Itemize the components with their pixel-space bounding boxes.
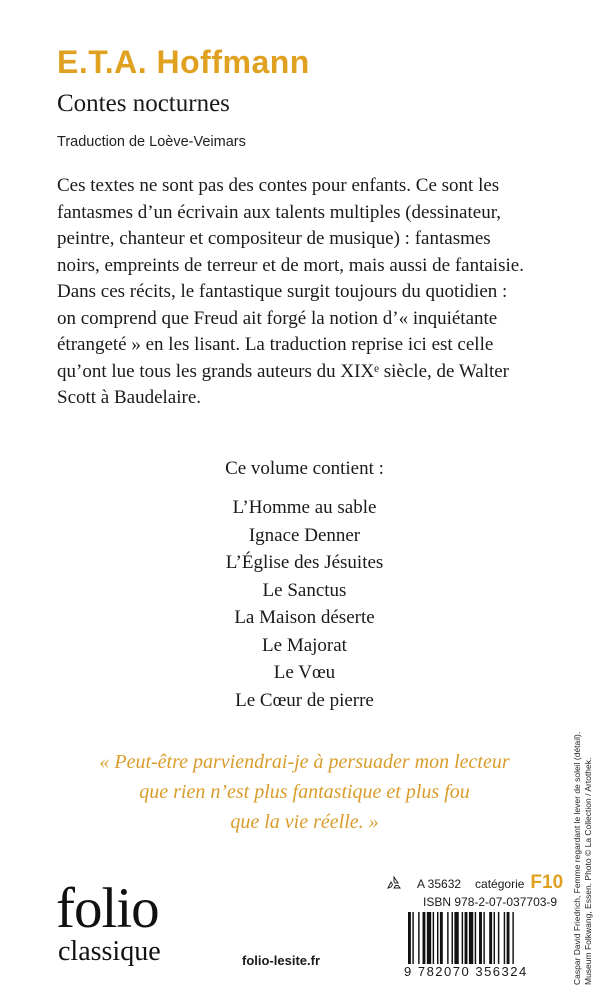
logo-word: folio: [56, 877, 159, 940]
catalog-code: A 35632: [417, 877, 462, 891]
barcode-bar: [427, 912, 431, 964]
barcode-bar: [507, 912, 510, 964]
barcode-bar: [437, 912, 438, 964]
barcode-bar: [440, 912, 443, 964]
barcode: [406, 912, 552, 964]
barcode-bar: [489, 912, 492, 964]
barcode-bar: [475, 912, 476, 964]
blurb-line: Ces textes ne sont pas des contes pour enfants. Ce sont les: [57, 175, 500, 196]
blurb-line: Scott à Baudelaire.: [57, 387, 202, 408]
image-credit: [572, 732, 594, 985]
recycle-symbol-icon: [385, 876, 403, 890]
barcode-digits: 9 782070 356324: [404, 964, 528, 979]
blurb-line: on comprend que Freud ait forgé la notion d’« inquiétante: [57, 307, 498, 329]
barcode-bar: [408, 912, 411, 964]
price-code: F10: [530, 872, 564, 893]
barcode-bar: [469, 912, 473, 964]
book-title: Contes nocturnes: [57, 90, 230, 117]
story-item: Le Vœu: [273, 662, 336, 683]
blurb-line: peintre, chanteur et compositeur de musique) : fantasmes: [57, 228, 491, 249]
story-item: L’Homme au sable: [232, 497, 377, 518]
story-item: Le Sanctus: [262, 579, 347, 601]
barcode-bar: [447, 912, 448, 964]
barcode-bar: [498, 912, 499, 964]
barcode-bar: [512, 912, 513, 964]
story-item: Le Cœur de pierre: [235, 689, 374, 711]
barcode-bar: [412, 912, 413, 964]
isbn: ISBN 978-2-07-037703-9: [423, 895, 558, 909]
story-item: La Maison déserte: [234, 607, 375, 628]
barcode-bar: [452, 912, 453, 964]
author-name: E.T.A. Hoffmann: [57, 44, 310, 80]
barcode-bar: [462, 912, 463, 964]
barcode-bar: [504, 912, 505, 964]
category-label: catégorie: [475, 877, 525, 891]
epigraph-quote: [57, 747, 552, 837]
credit-line: Museum Folkwang, Essen. Photo © La Collection / Artothek.: [583, 757, 593, 985]
quote-line: que la vie réelle. »: [230, 811, 379, 833]
story-item: Ignace Denner: [248, 524, 361, 546]
credit-line: Caspar David Friedrich, Femme regardant le lever de soleil (détail).: [572, 731, 582, 985]
barcode-bar: [479, 912, 482, 964]
quote-line: que rien n’est plus fantastique et plus fou: [139, 781, 470, 803]
barcode-bar: [423, 912, 426, 964]
barcode-bar: [483, 912, 484, 964]
story-list: [57, 494, 552, 714]
barcode-bar: [454, 912, 458, 964]
barcode-bar: [494, 912, 495, 964]
barcode-bar: [418, 912, 419, 964]
blurb-line: fantasmes d’un écrivain aux talents multiples (dessinateur,: [57, 201, 502, 223]
quote-line: « Peut-être parviendrai-je à persuader mon lecteur: [99, 751, 510, 773]
barcode-bar: [465, 912, 468, 964]
story-item: Le Majorat: [262, 634, 347, 656]
logo-subtitle: classique: [58, 936, 161, 967]
blurb-line: étrangeté » en les lisant. La traduction reprise ici est celle: [57, 334, 494, 355]
catalog-line: [385, 872, 563, 894]
blurb-line: noirs, empreints de terreur et de mort, mais aussi de fantaisie.: [57, 254, 524, 276]
barcode-bar: [433, 912, 434, 964]
blurb-line: qu’ont lue tous les grands auteurs du XIXᵉ siècle, de Walter: [57, 360, 510, 382]
blurb-line: Dans ces récits, le fantastique surgit toujours du quotidien :: [57, 281, 508, 302]
blurb: [57, 173, 552, 412]
contents-heading: Ce volume contient :: [225, 458, 384, 479]
translation-credit: Traduction de Loève-Veimars: [57, 134, 246, 150]
website-link[interactable]: folio-lesite.fr: [242, 953, 321, 968]
story-item: L’Église des Jésuites: [225, 552, 384, 573]
